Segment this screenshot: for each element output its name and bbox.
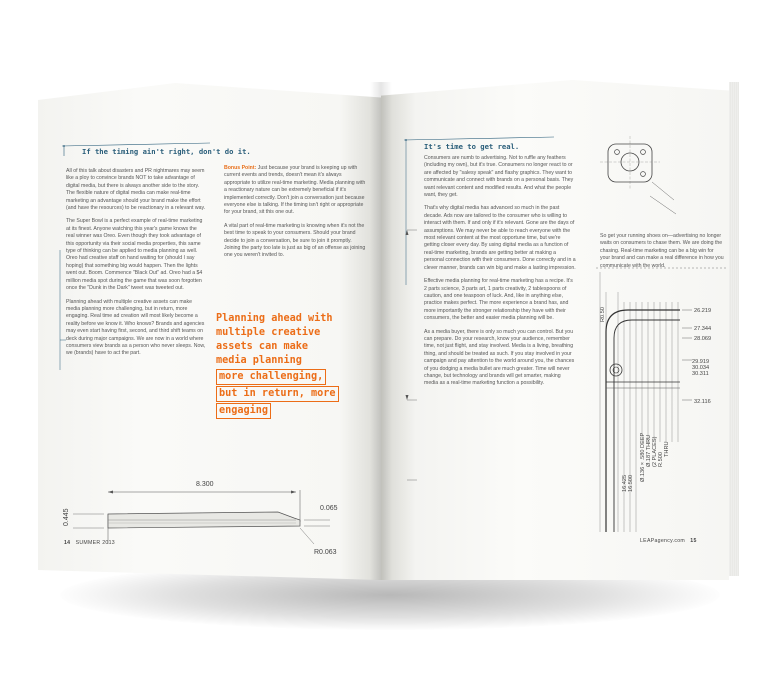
- dim-left-label: 0.445: [63, 508, 70, 526]
- dim-label: Ø.136 × .580 DEEP: [640, 432, 646, 482]
- pull-quote-boxed-line: more challenging,: [216, 369, 326, 385]
- right-folio: [640, 538, 697, 544]
- right-bottom-drawing: [596, 262, 726, 542]
- page-stack-edge: [729, 82, 739, 576]
- dim-label: 16.500: [628, 474, 634, 492]
- dim-label: R.500: [658, 452, 664, 467]
- pull-quote-line: assets can make: [216, 341, 309, 352]
- dim-label: Ø.187 THRU: [646, 434, 652, 467]
- pull-quote-boxed-line: engaging: [216, 403, 271, 419]
- pull-quote-line: media planning: [216, 355, 302, 366]
- dim-label: 27.344: [694, 326, 712, 332]
- issue-label: SUMMER 2013: [75, 540, 115, 546]
- right-column-1: [424, 155, 576, 394]
- dim-label: THRU: [664, 441, 670, 457]
- dim-label: 32.116: [694, 399, 711, 405]
- bonus-point-label: Bonus Point:: [224, 165, 257, 171]
- dim-label: (2 PLACES): [652, 436, 658, 467]
- site-url: LEAPagency.com: [640, 538, 686, 544]
- right-col1-paragraph: As a media buyer, there is only so much you can control. But you can prepare. Do your research, know your audience, remember time, not just flight, and stay involved. Media is a living, breathing thing, and should be treated as such. If you stay involved in your campaign and pay attention to the world around you, the chances of you dodging a media bullet are much greater. Time will never change, but technology and brands will get smarter, making media as a real-time marketing function a possibility.: [424, 328, 575, 387]
- dim-label: 28.069: [694, 336, 712, 342]
- right-col1-paragraph: That's why digital media has advanced so much in the past decade. Ads now are tailored to the consumer who is willing to interact with them. If and only if it's relevant. Gone are the days of assumptions. We may never be able to reach everyone with the most relevant content at the most opportune time, but we're getting closer every day. By using digital media as a function of real-time marketing, brands are getting better at making a personal connection with their consumers. Done correctly and in a clever manner, brands can win big and make a lasting impression.: [424, 205, 576, 271]
- left-folio: [64, 540, 115, 546]
- right-col1-paragraph: Effective media planning for real-time marketing has a recipe. It's 2 parts science, 3 parts art, 1 parts creativity, 2 tablespoons of caution, and one teaspoon of luck. And, like in anything else, practice makes perfect. The more experience a brand has, and more importantly the stronger relationship they have with their consumers, the better and easier media planning will be.: [424, 278, 573, 322]
- right-heading-rule: [404, 135, 604, 145]
- left-heading-rule: [62, 142, 252, 148]
- left-margin-brackets: [58, 250, 78, 450]
- left-column-2: [224, 165, 366, 266]
- right-column-2: So get your running shoes on—advertising no longer waits on consumers to chase them. We are doing the chasing. Real-time marketing can be a big win for your brand and can make a real difference in how you communicate with the world.: [600, 233, 724, 269]
- left-page-number: 14: [64, 540, 71, 546]
- dim-radius-label: R0.063: [314, 549, 337, 556]
- pull-quote-line: multiple creative: [216, 327, 321, 338]
- dim-length-label: 8.300: [196, 481, 214, 488]
- dim-right-label: 0.065: [320, 505, 338, 512]
- left-page-heading: If the timing ain't right, don't do it.: [82, 147, 251, 156]
- bonus-point-paragraph: [224, 165, 366, 217]
- right-top-drawing: [590, 130, 730, 230]
- spine-shadow: [370, 82, 392, 580]
- bonus-point-text: Just because your brand is keeping up with current events and trends, doesn't mean it's always appropriate to utilize real-time marketing. Media planning with a reactionary nature can be extremely beneficial if it's implemented correctly. Don't join a conversation just because everyone else is talking. If the timing isn't right or appropriate for your brand, sit this one out.: [224, 165, 366, 216]
- pull-quote-line: Planning ahead with: [216, 313, 333, 324]
- right-page-number: 15: [690, 538, 697, 544]
- left-col2-paragraph: A vital part of real-time marketing is knowing when it's not the best time to speak to your consumers. Should your brand decide to join a conversation, be sure to join it promptly. Joining the party too late is just as big of an offense as joining one you weren't invited to.: [224, 222, 366, 259]
- left-col1-paragraph: The Super Bowl is a perfect example of real-time marketing at its finest. Anyone watching this year's game knows the real winner was Oreo. Even though they took advantage of this opportunity via their social media properties, this same type of thinking can be applied to media planning as well. Oreo had creative staff on hand waiting for (should I say hoping) that something big would happen. Then the lights went out. Boom. Commence "Black Out" ad. Oreo had a $4 million media spot during the game that was soon forgotten once the "Dunk in the Dark" tweet was tweeted out.: [66, 218, 203, 292]
- pull-quote: [216, 312, 376, 419]
- left-col1-paragraph: All of this talk about disasters and PR nightmares may seem like a ploy to convince brands NOT to take advantage of digital media, but there is always another side to the story. The flexible nature of digital media can make real-time marketing an advantage should your brand make the effort (and have the resources) to be reactionary in a relevant way.: [66, 168, 206, 212]
- right-col1-paragraph: Consumers are numb to advertising. Not to ruffle any feathers (including my own), but it's true. Consumers no longer react to or are affected by "salesy speak" and flashy graphics. They want to communicate and connect with brands on a personal basis. They want relevant content and modified results. And what the people want, they get.: [424, 155, 574, 199]
- dim-label: 26.219: [694, 308, 712, 314]
- dim-label: 29.919: [692, 359, 710, 365]
- right-page-heading: It's time to get real.: [424, 142, 520, 151]
- dim-label: 30.311: [692, 371, 709, 377]
- right-margin-brackets: [405, 150, 435, 530]
- dim-label: 16.425: [622, 474, 628, 492]
- left-column-1: [66, 168, 206, 364]
- pull-quote-boxed-line: but in return, more: [216, 386, 339, 402]
- dim-label: 30.034: [692, 365, 710, 371]
- left-col1-paragraph: Planning ahead with multiple creative assets can make media planning more challenging, but in return, more engaging. Real time ad creation will most likely become a reality before we know it. Who knows? Brands and agencies may even start having first, second, and third shift teams on deck during major campaigns. We are now in a world where consumers view brands as a person who never sleeps. Now, we (brands) have to act the part.: [66, 298, 206, 357]
- dim-label: R0.50: [600, 307, 606, 322]
